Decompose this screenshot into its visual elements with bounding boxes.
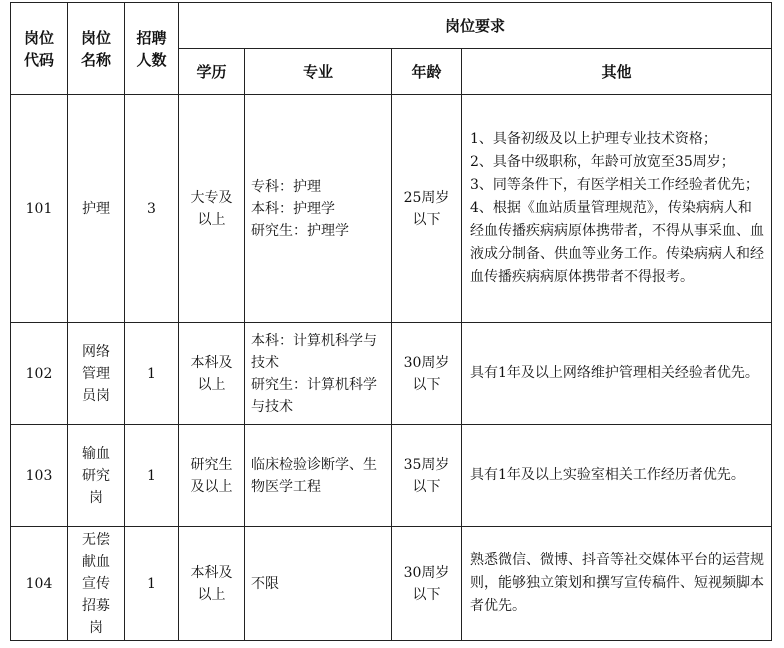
- cell-code: 104: [11, 527, 68, 641]
- cell-major: 不限: [245, 527, 392, 641]
- cell-age: 25周岁 以下: [392, 95, 462, 323]
- cell-major: 专科：护理 本科：护理学 研究生：护理学: [245, 95, 392, 323]
- cell-name: 输血 研究 岗: [68, 425, 125, 527]
- cell-other: 具有1年及以上网络维护管理相关经验者优先。: [462, 323, 772, 425]
- cell-major: 本科：计算机科学与技术 研究生：计算机科学与技术: [245, 323, 392, 425]
- cell-other: 1、具备初级及以上护理专业技术资格； 2、具备中级职称，年龄可放宽至35周岁； 3、同等条件下，有医学相关工作经验者优先； 4、根据《血站质量管理规范》，传染病病人和经血传播疾病病原体携带者，不得从事采血、血液成分制备、供血等业务工作。传染病病人和经血传播疾病病原体携带者不得报考。: [462, 95, 772, 323]
- header-other: 其他: [462, 49, 772, 95]
- cell-education: 研究生 及以上: [179, 425, 245, 527]
- header-hiring-count: 招聘 人数: [125, 3, 179, 95]
- cell-age: 30周岁 以下: [392, 527, 462, 641]
- table-row: [11, 95, 772, 323]
- cell-major: 临床检验诊断学、生物医学工程: [245, 425, 392, 527]
- cell-name: 网络 管理 员岗: [68, 323, 125, 425]
- table-row: [11, 323, 772, 425]
- cell-education: 大专及 以上: [179, 95, 245, 323]
- header-education: 学历: [179, 49, 245, 95]
- header-requirements: 岗位要求: [179, 3, 772, 49]
- cell-name: 护理: [68, 95, 125, 323]
- header-age: 年龄: [392, 49, 462, 95]
- cell-age: 35周岁 以下: [392, 425, 462, 527]
- cell-education: 本科及 以上: [179, 527, 245, 641]
- table-row: [11, 527, 772, 641]
- header-position-name: 岗位 名称: [68, 3, 125, 95]
- table-row: [11, 425, 772, 527]
- cell-code: 102: [11, 323, 68, 425]
- header-major: 专业: [245, 49, 392, 95]
- cell-count: 1: [125, 425, 179, 527]
- cell-count: 1: [125, 527, 179, 641]
- cell-name: 无偿 献血 宣传 招募 岗: [68, 527, 125, 641]
- cell-code: 103: [11, 425, 68, 527]
- cell-other: 具有1年及以上实验室相关工作经历者优先。: [462, 425, 772, 527]
- cell-count: 1: [125, 323, 179, 425]
- cell-code: 101: [11, 95, 68, 323]
- recruitment-table: [10, 2, 772, 641]
- cell-other: 熟悉微信、微博、抖音等社交媒体平台的运营规则，能够独立策划和撰写宣传稿件、短视频脚本者优先。: [462, 527, 772, 641]
- header-position-code: 岗位 代码: [11, 3, 68, 95]
- cell-age: 30周岁 以下: [392, 323, 462, 425]
- cell-count: 3: [125, 95, 179, 323]
- cell-education: 本科及 以上: [179, 323, 245, 425]
